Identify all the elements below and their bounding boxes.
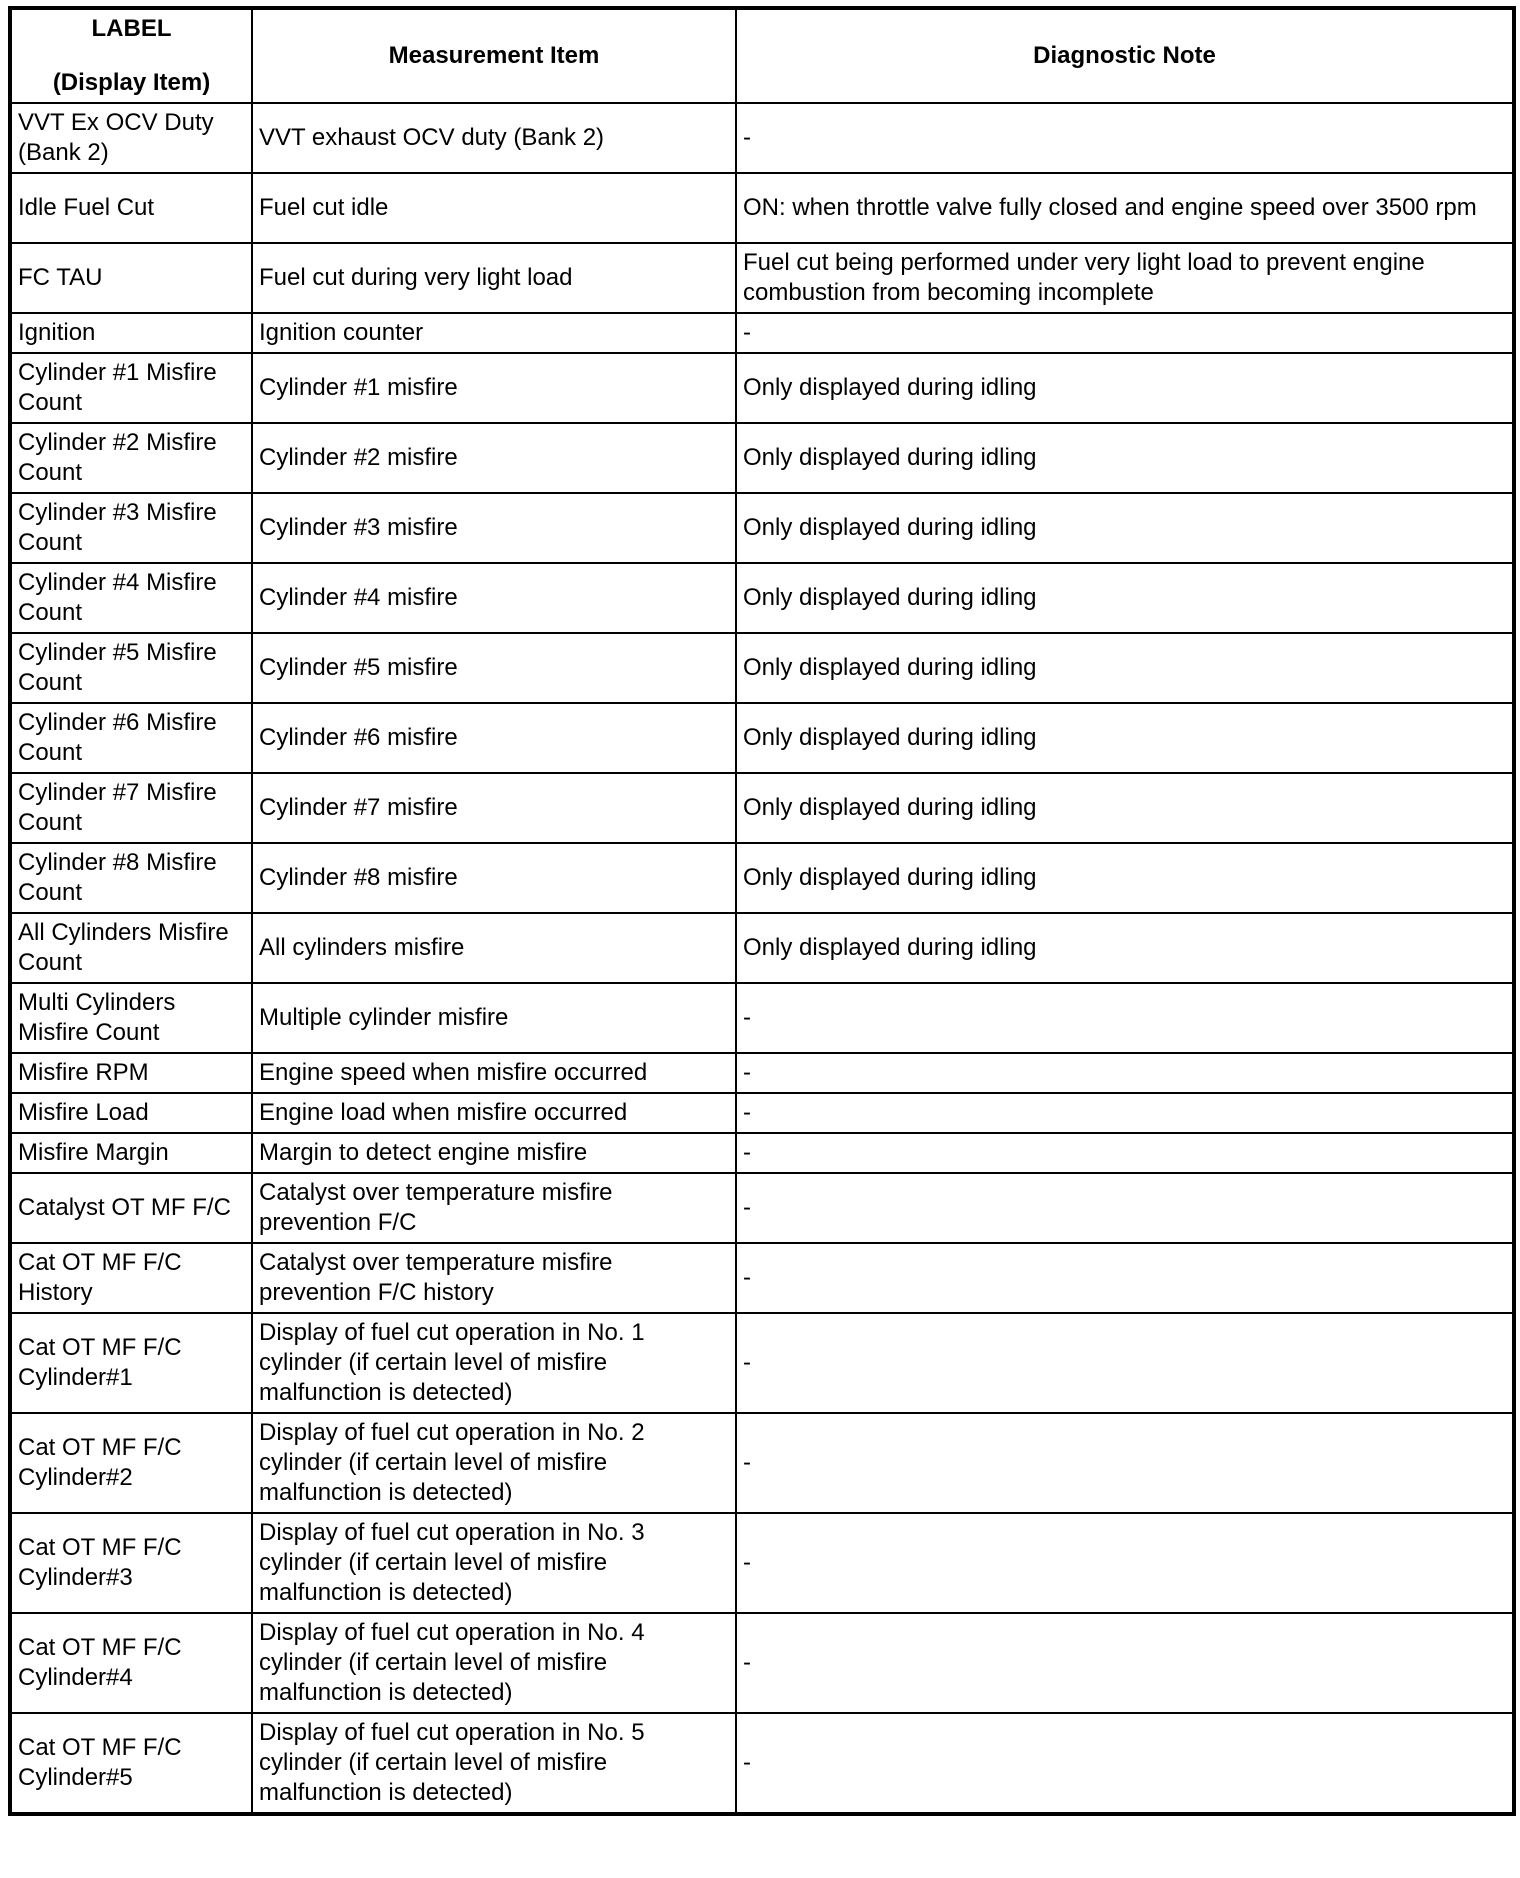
table-row <box>10 423 1514 493</box>
note-cell: Only displayed during idling <box>736 913 1514 983</box>
note-cell: Fuel cut being performed under very light load to prevent engine combustion from becoming incomplete <box>736 243 1514 313</box>
label-cell: Multi Cylinders Misfire Count <box>10 983 252 1053</box>
table-row <box>10 243 1514 313</box>
label-cell: Cat OT MF F/C History <box>10 1243 252 1313</box>
label-cell: Cylinder #5 Misfire Count <box>10 633 252 703</box>
label-cell: Cylinder #6 Misfire Count <box>10 703 252 773</box>
note-cell: Only displayed during idling <box>736 423 1514 493</box>
header-row <box>10 8 1514 103</box>
label-cell: Catalyst OT MF F/C <box>10 1173 252 1243</box>
note-cell: Only displayed during idling <box>736 563 1514 633</box>
note-cell: Only displayed during idling <box>736 773 1514 843</box>
note-cell: - <box>736 1613 1514 1713</box>
note-cell: - <box>736 1313 1514 1413</box>
table-row <box>10 1133 1514 1173</box>
label-cell: Cylinder #2 Misfire Count <box>10 423 252 493</box>
label-cell: Cylinder #7 Misfire Count <box>10 773 252 843</box>
table-row <box>10 703 1514 773</box>
label-cell: Ignition <box>10 313 252 353</box>
header-label-line1: LABEL <box>91 15 172 42</box>
measurement-cell: Cylinder #6 misfire <box>252 703 736 773</box>
label-cell: Cylinder #4 Misfire Count <box>10 563 252 633</box>
note-cell: - <box>736 1243 1514 1313</box>
measurement-cell: Display of fuel cut operation in No. 2 cylinder (if certain level of misfire malfunction is detected) <box>252 1413 736 1513</box>
note-cell: Only displayed during idling <box>736 633 1514 703</box>
measurement-cell: Display of fuel cut operation in No. 4 cylinder (if certain level of misfire malfunction is detected) <box>252 1613 736 1713</box>
table-row <box>10 1513 1514 1613</box>
measurement-cell: Cylinder #2 misfire <box>252 423 736 493</box>
header-label-line2: (Display Item) <box>52 69 211 96</box>
table-row <box>10 1313 1514 1413</box>
note-cell: ON: when throttle valve fully closed and engine speed over 3500 rpm <box>736 173 1514 243</box>
measurement-cell: Display of fuel cut operation in No. 1 cylinder (if certain level of misfire malfunction is detected) <box>252 1313 736 1413</box>
table-row <box>10 843 1514 913</box>
table-row <box>10 1093 1514 1133</box>
measurement-cell: Engine speed when misfire occurred <box>252 1053 736 1093</box>
table-row <box>10 353 1514 423</box>
label-cell: Misfire RPM <box>10 1053 252 1093</box>
note-cell: Only displayed during idling <box>736 353 1514 423</box>
label-cell: Idle Fuel Cut <box>10 173 252 243</box>
measurement-cell: Fuel cut during very light load <box>252 243 736 313</box>
measurement-cell: All cylinders misfire <box>252 913 736 983</box>
table-row <box>10 103 1514 173</box>
measurement-cell: Display of fuel cut operation in No. 3 cylinder (if certain level of misfire malfunction is detected) <box>252 1513 736 1613</box>
note-cell: - <box>736 1053 1514 1093</box>
label-cell: Misfire Margin <box>10 1133 252 1173</box>
note-cell: - <box>736 103 1514 173</box>
label-cell: Cat OT MF F/C Cylinder#3 <box>10 1513 252 1613</box>
measurement-cell: Cylinder #8 misfire <box>252 843 736 913</box>
table-row <box>10 1413 1514 1513</box>
measurement-cell: Cylinder #1 misfire <box>252 353 736 423</box>
note-cell: Only displayed during idling <box>736 843 1514 913</box>
label-cell: VVT Ex OCV Duty (Bank 2) <box>10 103 252 173</box>
table-row <box>10 633 1514 703</box>
note-cell: - <box>736 313 1514 353</box>
table-row <box>10 1243 1514 1313</box>
table-row <box>10 773 1514 843</box>
note-cell: - <box>736 1713 1514 1814</box>
label-cell: Cylinder #8 Misfire Count <box>10 843 252 913</box>
label-cell: All Cylinders Misfire Count <box>10 913 252 983</box>
table-row <box>10 173 1514 243</box>
header-label <box>10 8 252 103</box>
note-cell: - <box>736 1093 1514 1133</box>
note-cell: - <box>736 1513 1514 1613</box>
measurement-cell: Cylinder #3 misfire <box>252 493 736 563</box>
table-row <box>10 983 1514 1053</box>
label-cell: Cat OT MF F/C Cylinder#4 <box>10 1613 252 1713</box>
measurement-cell: Engine load when misfire occurred <box>252 1093 736 1133</box>
note-cell: - <box>736 983 1514 1053</box>
table-row <box>10 1173 1514 1243</box>
note-cell: - <box>736 1133 1514 1173</box>
measurement-cell: Ignition counter <box>252 313 736 353</box>
table-row <box>10 563 1514 633</box>
label-cell: Cat OT MF F/C Cylinder#2 <box>10 1413 252 1513</box>
label-cell: FC TAU <box>10 243 252 313</box>
measurement-cell: Fuel cut idle <box>252 173 736 243</box>
measurement-cell: Multiple cylinder misfire <box>252 983 736 1053</box>
label-cell: Misfire Load <box>10 1093 252 1133</box>
table-row <box>10 1053 1514 1093</box>
measurement-cell: Cylinder #7 misfire <box>252 773 736 843</box>
note-cell: Only displayed during idling <box>736 493 1514 563</box>
table-row <box>10 1713 1514 1814</box>
table-row <box>10 1613 1514 1713</box>
note-cell: - <box>736 1173 1514 1243</box>
label-cell: Cat OT MF F/C Cylinder#5 <box>10 1713 252 1814</box>
measurement-cell: Catalyst over temperature misfire prevention F/C <box>252 1173 736 1243</box>
table-row <box>10 313 1514 353</box>
label-cell: Cylinder #1 Misfire Count <box>10 353 252 423</box>
measurement-cell: Margin to detect engine misfire <box>252 1133 736 1173</box>
table-row <box>10 493 1514 563</box>
label-cell: Cylinder #3 Misfire Count <box>10 493 252 563</box>
table-row <box>10 913 1514 983</box>
measurement-cell: Cylinder #4 misfire <box>252 563 736 633</box>
label-cell: Cat OT MF F/C Cylinder#1 <box>10 1313 252 1413</box>
header-measurement-item: Measurement Item <box>252 8 736 103</box>
header-diagnostic-note: Diagnostic Note <box>736 8 1514 103</box>
measurement-cell: VVT exhaust OCV duty (Bank 2) <box>252 103 736 173</box>
data-list-sheet <box>8 6 1512 1816</box>
note-cell: Only displayed during idling <box>736 703 1514 773</box>
measurement-cell: Display of fuel cut operation in No. 5 cylinder (if certain level of misfire malfunction is detected) <box>252 1713 736 1814</box>
measurement-cell: Cylinder #5 misfire <box>252 633 736 703</box>
note-cell: - <box>736 1413 1514 1513</box>
measurement-cell: Catalyst over temperature misfire prevention F/C history <box>252 1243 736 1313</box>
diagnostic-data-table <box>8 6 1516 1816</box>
